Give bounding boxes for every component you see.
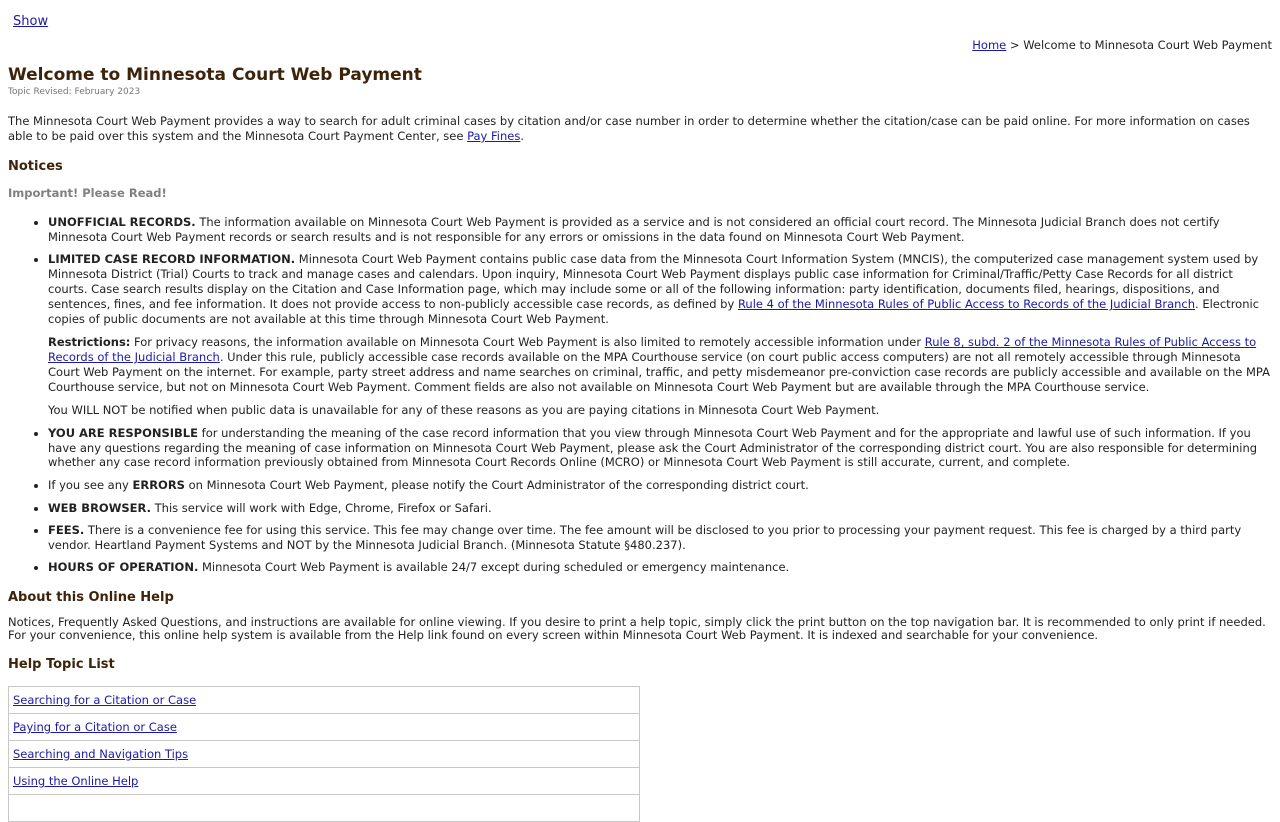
notices-list bbox=[8, 215, 1272, 575]
notice-text: The information available on Minnesota Court Web Payment is provided as a service and is not considered an official court record. The Minnesota Judicial Branch does not certify Minnesota Court Web Payment records or search results and is not responsible for any errors or omissions in the data found on Minnesota Court Web Payment. bbox=[48, 215, 1220, 244]
page-title: Welcome to Minnesota Court Web Payment bbox=[8, 65, 422, 85]
rule-8-link[interactable]: Rule 8, subd. 2 of the Minnesota Rules of Public Access to Records of the Judicial Branch bbox=[48, 335, 1257, 365]
main-content bbox=[8, 63, 1272, 822]
help-topics-heading: Help Topic List bbox=[8, 656, 115, 672]
help-topic-link-online-help[interactable]: Using the Online Help bbox=[13, 773, 139, 788]
help-topic-row bbox=[9, 767, 640, 794]
notice-fees bbox=[48, 523, 1272, 552]
notice-label: LIMITED CASE RECORD INFORMATION. bbox=[48, 252, 296, 267]
help-topic-row bbox=[9, 713, 640, 740]
notice-unofficial-records bbox=[48, 215, 1272, 244]
not-notified-paragraph: You WILL NOT be notified when public data is unavailable for any of these reasons as you are paying citations in Minnesota Court Web Payment. bbox=[48, 403, 880, 418]
rule-4-link[interactable]: Rule 4 of the Minnesota Rules of Public Access to Records of the Judicial Branch bbox=[737, 297, 1196, 312]
notices-heading: Notices bbox=[8, 159, 63, 174]
notice-label: HOURS OF OPERATION. bbox=[48, 560, 199, 575]
intro-paragraph bbox=[8, 114, 1272, 144]
notice-errors bbox=[48, 478, 1272, 493]
help-topic-link-paying-citation[interactable]: Paying for a Citation or Case bbox=[13, 719, 177, 734]
help-topic-cell bbox=[9, 767, 640, 794]
notice-label: UNOFFICIAL RECORDS. bbox=[48, 215, 196, 229]
notice-text: Minnesota Court Web Payment is available 24/7 except during scheduled or emergency maintenance. bbox=[198, 560, 790, 575]
notice-label: YOU ARE RESPONSIBLE bbox=[48, 426, 198, 441]
restrictions-label: Restrictions: bbox=[48, 335, 131, 350]
breadcrumb-current: Welcome to Minnesota Court Web Payment bbox=[1023, 38, 1272, 52]
notice-label: ERRORS bbox=[132, 477, 185, 492]
limited-paragraph bbox=[48, 252, 1272, 327]
help-topic-row bbox=[9, 794, 640, 821]
intro-text: The Minnesota Court Web Payment provides a way to search for adult criminal cases by citation and/or case number in order to determine whether the citation/case can be paid online. For more information on cases able to be paid over this system and the Minnesota Court Payment Center, see bbox=[8, 114, 1250, 143]
pay-fines-link[interactable]: Pay Fines bbox=[467, 129, 521, 143]
intro-end: . bbox=[520, 129, 524, 143]
restrictions-text-end: . Under this rule, publicly accessible case records available on the MPA Courthouse service (on court public access computers) are not all remotely accessible through Minnesota Court Web Payment on the internet. For example, party street address and name searches on criminal, traffic, and petty misdemeanor pre-conviction case records are publicly accessible and available on the MPA Courthouse service, but not on Minnesota Court Web Payment. Comment fields are also not available on Minnesota Court Web Payment but are available through the MPA Courthouse service. bbox=[48, 350, 1270, 395]
notice-text: There is a convenience fee for using this service. This fee may change over time. The fee amount will be disclosed to you prior to processing your payment request. This fee is charged by a third party vendor. Heartland Payment Systems and NOT by the Minnesota Judicial Branch. (Minnesota Statute §480.237). bbox=[48, 523, 1242, 552]
help-topic-row bbox=[9, 686, 640, 713]
restrictions-paragraph bbox=[48, 335, 1272, 395]
show-link[interactable]: Show bbox=[13, 14, 49, 29]
about-heading: About this Online Help bbox=[8, 589, 174, 605]
help-topic-cell bbox=[9, 794, 640, 821]
help-topic-cell bbox=[9, 686, 640, 713]
help-topic-cell bbox=[9, 713, 640, 740]
about-paragraph: Notices, Frequently Asked Questions, and instructions are available for online viewing. If you desire to print a help topic, simply click the print button on the top navigation bar. It is recommended to only print if needed. For your convenience, this online help system is available from the Help link found on every screen within Minnesota Court Web Payment. It is indexed and searchable for your convenience. bbox=[8, 614, 1266, 643]
help-topic-link-navigation-tips[interactable]: Searching and Navigation Tips bbox=[13, 746, 189, 761]
notice-text-pre: If you see any bbox=[48, 477, 133, 492]
notice-you-are-responsible bbox=[48, 426, 1272, 470]
breadcrumb-home-link[interactable]: Home bbox=[972, 38, 1007, 52]
notice-web-browser bbox=[48, 501, 1272, 516]
notice-limited-case-record bbox=[48, 252, 1272, 418]
notice-text: on Minnesota Court Web Payment, please notify the Court Administrator of the corresponding district court. bbox=[184, 477, 809, 492]
notice-text: Minnesota Court Web Payment contains public case data from the Minnesota Court Information System (MNCIS), the computerized case management system used by Minnesota District (Trial) Courts to track and manage cases and calendars. Upon inquiry, Minnesota Court Web Payment displays public case information for Criminal/Traffic/Petty Case Records for all district courts. Case search results display on the Citation and Case Information page, which may include some or all of the following information: party identification, documents filed, hearings, dispositions, and sentences, fines, and fee information. It does not provide access to non-publicly accessible case records, as defined by bbox=[48, 252, 1259, 312]
notice-hours-of-operation bbox=[48, 560, 1272, 575]
help-topic-table bbox=[8, 686, 640, 822]
breadcrumb bbox=[972, 38, 1272, 52]
help-topic-link-searching-citation[interactable]: Searching for a Citation or Case bbox=[13, 692, 197, 707]
help-topic-row bbox=[9, 740, 640, 767]
help-topic-cell bbox=[9, 740, 640, 767]
breadcrumb-separator: > bbox=[1009, 38, 1020, 52]
notice-label: WEB BROWSER. bbox=[48, 500, 151, 515]
notice-text: This service will work with Edge, Chrome, Firefox or Safari. bbox=[150, 500, 492, 515]
important-notice-label: Important! Please Read! bbox=[8, 186, 167, 200]
notice-label: FEES. bbox=[48, 523, 85, 538]
restrictions-text: For privacy reasons, the information available on Minnesota Court Web Payment is also limited to remotely accessible information under bbox=[130, 335, 925, 350]
notice-text: for understanding the meaning of the case record information that you view through Minnesota Court Web Payment and for the appropriate and lawful use of such information. If you have any questions regarding the meaning of case information on Minnesota Court Web Payment, please ask the Court Administrator of the corresponding district court. You are also responsible for determining whether any case record information previously obtained from Minnesota Court Records Online (MCRO) or Minnesota Court Web Payment is still accurate, current, and complete. bbox=[48, 426, 1258, 470]
topic-revised-date: Topic Revised: February 2023 bbox=[8, 87, 141, 97]
notice-text-end: . Electronic copies of public documents are not available at this time through Minnesota Court Web Payment. bbox=[48, 297, 1260, 327]
